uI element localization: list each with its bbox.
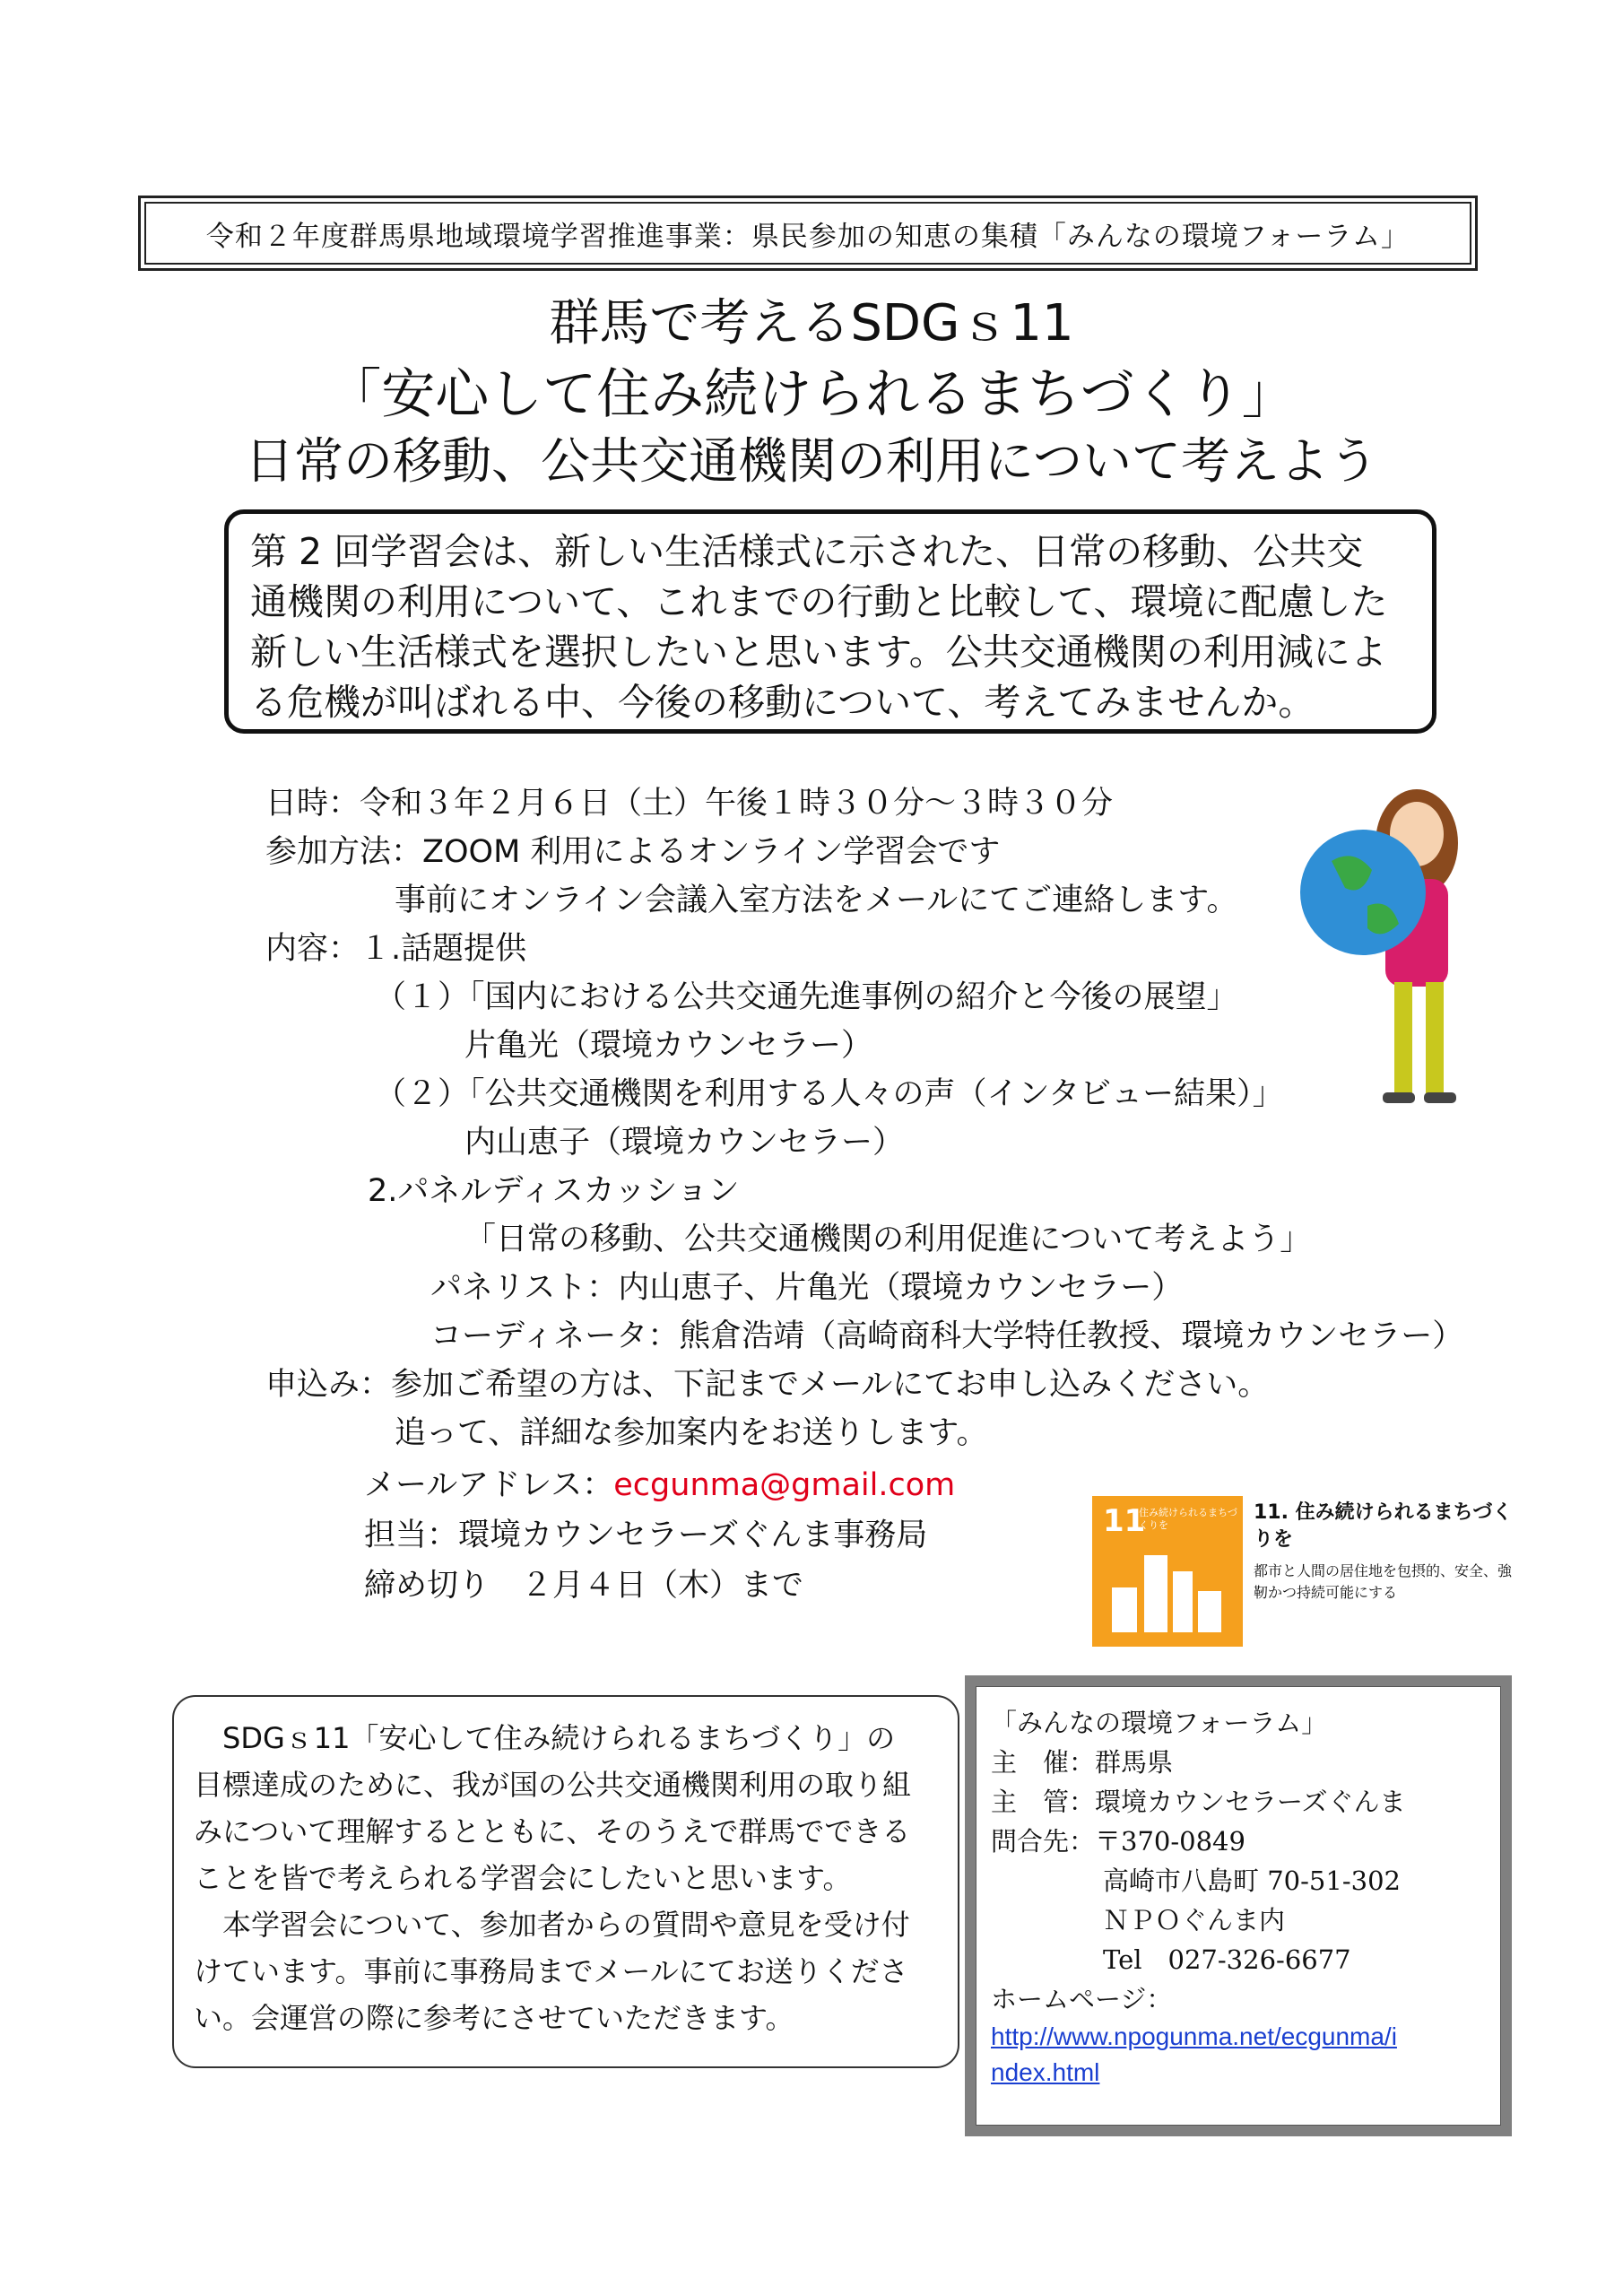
participation-note: 事前にオンライン会議入室方法をメールにてご連絡します。 (395, 883, 1238, 918)
forum-tel: Tel 027-326-6677 (1103, 1944, 1351, 1975)
panelists: パネリスト：内山恵子、片亀光（環境カウンセラー） (430, 1270, 1184, 1306)
purpose-line: 目標達成のために、我が国の公共交通機関利用の取り組 (194, 1768, 912, 1802)
content-heading: 内容：１.話題提供 (265, 931, 527, 967)
contact-office: 担当：環境カウンセラーズぐんま事務局 (364, 1518, 928, 1553)
sdg-caption-desc: 都市と人間の居住地を包摂的、安全、強靭かつ持続可能にする (1254, 1562, 1513, 1601)
sdg11-icon (1092, 1496, 1243, 1647)
shoe-shape (1383, 1092, 1415, 1103)
header-banner (138, 196, 1478, 271)
intro-box (224, 509, 1436, 734)
mail-row (364, 1460, 955, 1505)
homepage-link-cont[interactable]: ndex.html (991, 2058, 1100, 2086)
forum-org: ＮＰＯぐんま内 (1103, 1905, 1286, 1935)
panel-heading: 2.パネルディスカッション (368, 1173, 740, 1209)
header-text: 令和２年度群馬県地域環境学習推進事業：県民参加の知恵の集積「みんなの環境フォーラム」 (144, 202, 1471, 265)
mail-label: メールアドレス： (364, 1467, 614, 1503)
title-line2: 「安心して住み続けられるまちづくり」 (327, 363, 1296, 426)
event-datetime: 日時：令和３年２月６日（土）午後１時３０分～３時３０分 (265, 786, 1114, 822)
purpose-line: ことを皆で考えられる学習会にしたいと思います。 (194, 1861, 852, 1895)
sdg-caption-title: 11. 住み続けられるまちづくりを (1254, 1501, 1513, 1551)
sdg-tile-label: 住み続けられるまちづくりを (1139, 1507, 1237, 1531)
globe-icon (1300, 830, 1426, 955)
forum-homepage-label: ホームページ： (991, 1984, 1173, 2014)
purpose-box (172, 1695, 959, 2068)
forum-address: 高崎市八島町 70-51-302 (1103, 1866, 1401, 1896)
intro-line: 通機関の利用について、これまでの行動と比較して、環境に配慮した (250, 580, 1388, 623)
apply-note: 追って、詳細な参加案内をお送りします。 (395, 1415, 988, 1451)
intro-line: る危機が叫ばれる中、今後の移動について、考えてみませんか。 (250, 681, 1315, 724)
leg-shape (1426, 982, 1444, 1094)
sdg-tile-number: 11 (1103, 1503, 1146, 1539)
topic-2: （２）「公共交通機関を利用する人々の声（インタビュー結果）」 (375, 1076, 1284, 1112)
purpose-line: けています。事前に事務局までメールにてお送りくださ (194, 1954, 908, 1988)
forum-host: 主 催：群馬県 (991, 1747, 1174, 1778)
topic-1: （１）「国内における公共交通先進事例の紹介と今後の展望」 (375, 979, 1238, 1015)
purpose-line: 本学習会について、参加者からの質問や意見を受け付 (194, 1908, 910, 1942)
intro-line: 第 2 回学習会は、新しい生活様式に示された、日常の移動、公共交 (250, 530, 1364, 573)
speaker-1: 片亀光（環境カウンセラー） (464, 1028, 873, 1064)
intro-line: 新しい生活様式を選択したいと思います。公共交通機関の利用減によ (250, 631, 1387, 674)
title-line3: 日常の移動、公共交通機関の利用について考えよう (245, 432, 1378, 490)
participation-method: 参加方法：ZOOM 利用によるオンライン学習会です (265, 834, 1001, 870)
forum-info-box (965, 1675, 1512, 2136)
forum-organizer: 主 管：環境カウンセラーズぐんま (991, 1787, 1406, 1817)
deadline: 締め切り ２月４日（木）まで (364, 1568, 804, 1604)
homepage-link[interactable]: http://www.npogunma.net/ecgunma/i (991, 2022, 1397, 2050)
purpose-line: みについて理解するとともに、そのうえで群馬でできる (194, 1814, 911, 1848)
city-buildings-icon (1108, 1552, 1225, 1634)
purpose-line: い。会運営の際に参考にさせていただきます。 (194, 2001, 794, 2035)
woman-globe-illustration (1282, 762, 1497, 1121)
apply-info: 申込み：参加ご希望の方は、下記までメールにてお申し込みください。 (265, 1367, 1270, 1403)
speaker-2: 内山恵子（環境カウンセラー） (464, 1125, 905, 1161)
email-link[interactable]: ecgunma@gmail.com (613, 1467, 956, 1503)
coordinator: コーディネータ：熊倉浩靖（高崎商科大学特任教授、環境カウンセラー） (430, 1318, 1464, 1354)
panel-title: 「日常の移動、公共交通機関の利用促進について考えよう」 (464, 1222, 1312, 1257)
forum-name: 「みんなの環境フォーラム」 (991, 1708, 1328, 1738)
forum-inquiry: 問合先：〒370-0849 (991, 1826, 1245, 1857)
shoe-shape (1424, 1092, 1456, 1103)
title-line1: 群馬で考えるSDGｓ11 (549, 294, 1074, 352)
leg-shape (1394, 982, 1412, 1094)
purpose-line: SDGｓ11「安心して住み続けられるまちづくり」の (194, 1721, 896, 1755)
